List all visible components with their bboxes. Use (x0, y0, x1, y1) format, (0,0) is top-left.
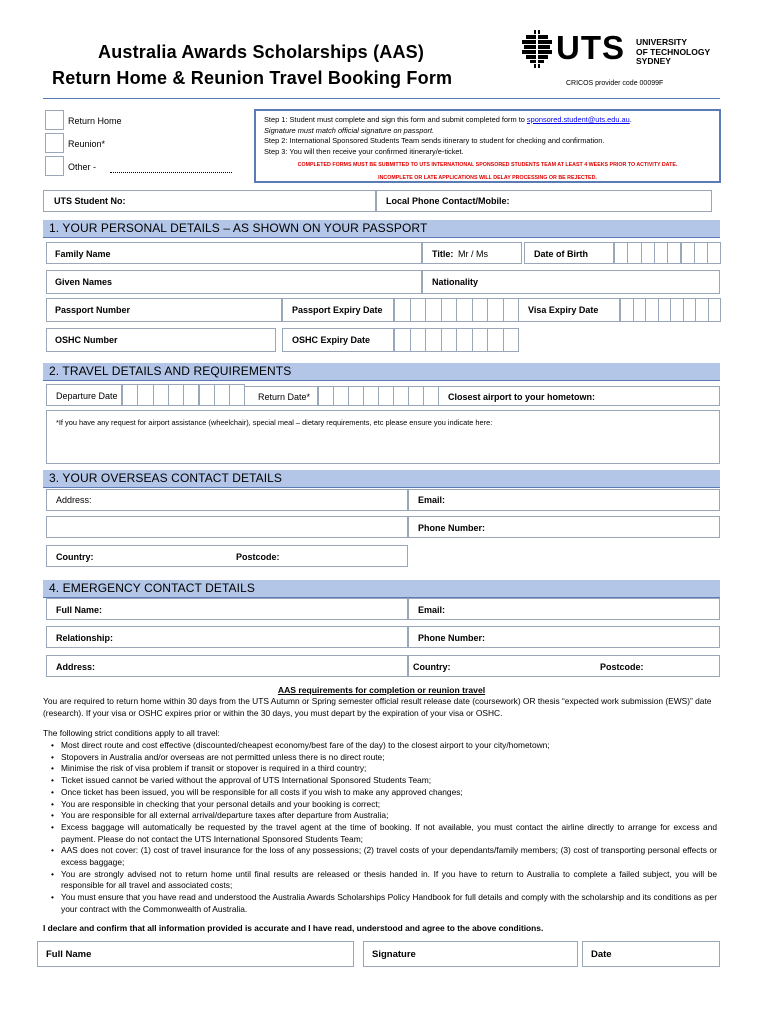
condition-item: • You are strongly advised not to return home until final results are released or thesis handed in. If you have to return to Australia to complete a failed subject, you will be responsible for all travel and associated costs; (61, 869, 717, 892)
condition-item: • You are responsible in checking that your personal details and your booking is correct; (61, 799, 717, 811)
other-input-line[interactable] (110, 172, 232, 173)
signature-note: Signature must match official signature on passport. (264, 125, 435, 135)
family-name-label: Family Name (55, 249, 111, 259)
given-names-label: Given Names (55, 277, 113, 287)
section2-rule (43, 380, 720, 381)
step3-text: Step 3: You will then receive your confirmed itinerary/e-ticket. (264, 146, 464, 156)
emergency-email-label: Email: (418, 605, 446, 615)
passport-expiry-digit[interactable] (456, 298, 473, 322)
overseas-address-field[interactable] (46, 489, 408, 511)
uts-crest-icon (522, 30, 552, 68)
overseas-phone-label: Phone Number: (418, 523, 486, 533)
section2-heading: 2. TRAVEL DETAILS AND REQUIREMENTS (43, 363, 720, 380)
return-digit[interactable] (333, 386, 349, 406)
declaration: I declare and confirm that all information provided is accurate and I have read, understood and agree to the above conditions. (43, 923, 544, 933)
oshc-number-label: OSHC Number (55, 335, 118, 345)
conditions-intro: The following strict conditions apply to all travel: (43, 728, 220, 738)
condition-item: • AAS does not cover: (1) cost of travel insurance for the loss of any possessions; (2) travel costs of your dependants/family members; (3) cost of transporting personal effects or excess baggage; (61, 845, 717, 868)
passport-expiry-digit[interactable] (472, 298, 489, 322)
nationality-label: Nationality (432, 277, 479, 287)
return-label: Return Date* (258, 392, 311, 402)
requirements-intro: You are required to return home within 30 days from the UTS Autumn or Spring semester official result release date (coursework) OR thesis “expected work submission (EWS)” date (research). If your visa or OSHC expires prior or within the 30 days, you must depart by the expiration of your visa or OSHC. (43, 696, 712, 718)
dob-digit[interactable] (627, 242, 641, 264)
oshc-expiry-digit[interactable] (394, 328, 411, 352)
emergency-email-field[interactable] (408, 598, 720, 620)
section1-heading: 1. YOUR PERSONAL DETAILS – AS SHOWN ON YOUR PASSPORT (43, 220, 720, 237)
emergency-relationship-label: Relationship: (56, 633, 114, 643)
late-warning: INCOMPLETE OR LATE APPLICATIONS WILL DELAY PROCESSING OR BE REJECTED. (378, 174, 597, 181)
departure-digit[interactable] (199, 384, 215, 406)
overseas-address-label: Address: (56, 495, 92, 505)
emergency-phone-label: Phone Number: (418, 633, 486, 643)
emergency-address-label: Address: (56, 662, 96, 672)
conditions-list (43, 740, 717, 916)
cricos-code: CRICOS provider code 00099F (566, 80, 664, 87)
return-home-checkbox[interactable] (45, 110, 64, 130)
overseas-email-label: Email: (418, 495, 446, 505)
departure-label: Departure Date (56, 391, 118, 401)
sponsored-email-link[interactable]: sponsored.student@uts.edu.au (526, 115, 630, 124)
return-digit[interactable] (363, 386, 379, 406)
local-phone-label: Local Phone Contact/Mobile: (386, 196, 510, 206)
return-digit[interactable] (348, 386, 364, 406)
other-checkbox[interactable] (45, 156, 64, 176)
oshc-expiry-digit[interactable] (456, 328, 473, 352)
visa-expiry-label: Visa Expiry Date (528, 305, 599, 315)
passport-expiry-digit[interactable] (410, 298, 427, 322)
passport-expiry-digit[interactable] (441, 298, 458, 322)
departure-digit[interactable] (168, 384, 184, 406)
signoff-date-label: Date (591, 949, 612, 960)
condition-item: • Most direct route and cost effective (discounted/cheapest economy/best fare of the day) to the closest airport to your city/hometown; (61, 740, 717, 752)
dob-digit[interactable] (641, 242, 655, 264)
return-digit[interactable] (408, 386, 424, 406)
logo-of-technology: OF TECHNOLOGY (636, 46, 711, 57)
dob-digit[interactable] (654, 242, 668, 264)
return-home-label: Return Home (68, 116, 122, 126)
emergency-country-field[interactable] (408, 655, 720, 677)
dob-digit[interactable] (707, 242, 721, 264)
student-no-label: UTS Student No: (54, 196, 126, 206)
passport-expiry-digit[interactable] (487, 298, 504, 322)
reunion-label: Reunion* (68, 139, 106, 149)
return-digit[interactable] (378, 386, 394, 406)
return-digit[interactable] (318, 386, 334, 406)
departure-digit[interactable] (122, 384, 138, 406)
other-label: Other - (68, 162, 97, 172)
condition-item: • Ticket issued cannot be varied without the approval of UTS International Sponsored Students Team; (61, 775, 717, 787)
condition-item: • You are responsible for all external arrival/departure taxes after departure from Australia; (61, 810, 717, 822)
emergency-country-label: Country: (413, 662, 451, 672)
departure-digit[interactable] (183, 384, 199, 406)
passport-expiry-digit[interactable] (394, 298, 411, 322)
deadline-warning: COMPLETED FORMS MUST BE SUBMITTED TO UTS INTERNATIONAL SPONSORED STUDENTS TEAM AT LEAST 4 WEEKS PRIOR TO ACTIVITY DATE. (297, 162, 678, 168)
section3-rule (43, 487, 720, 488)
steps-box (254, 109, 721, 183)
title-options: Mr / Ms (458, 249, 488, 259)
condition-item: • Excess baggage will automatically be requested by the travel agent at the time of booking. If not available, you must contact the airline directly to arrange for excess and payment. Please do not contact the UTS International Sponsored Students Team; (61, 822, 717, 845)
signoff-name-label: Full Name (46, 949, 92, 960)
emergency-postcode-label: Postcode: (600, 662, 644, 672)
visa-expiry-digit[interactable] (645, 298, 659, 322)
passport-number-label: Passport Number (55, 305, 131, 315)
oshc-expiry-digit[interactable] (472, 328, 489, 352)
oshc-expiry-digit[interactable] (425, 328, 442, 352)
step1-text: Step 1: Student must complete and sign this form and submit completed form to (264, 115, 527, 124)
oshc-expiry-digit[interactable] (503, 328, 520, 352)
airport-label: Closest airport to your hometown: (448, 392, 596, 402)
form-title-line1: Australia Awards Scholarships (AAS) (98, 42, 425, 62)
signature-label: Signature (372, 949, 416, 960)
dob-digit[interactable] (667, 242, 681, 264)
visa-expiry-digit[interactable] (670, 298, 684, 322)
visa-expiry-digit[interactable] (708, 298, 722, 322)
oshc-expiry-digit[interactable] (410, 328, 427, 352)
emergency-name-label: Full Name: (56, 605, 103, 615)
section4-heading: 4. EMERGENCY CONTACT DETAILS (43, 580, 720, 597)
step1-suffix: . (629, 115, 632, 124)
departure-digit[interactable] (229, 384, 245, 406)
passport-expiry-label: Passport Expiry Date (292, 305, 383, 315)
condition-item: • Minimise the risk of visa problem if transit or stopover is required in a third country; (61, 763, 717, 775)
condition-item: • Stopovers in Australia and/or overseas are not permitted unless there is no direct route; (61, 752, 717, 764)
return-digit[interactable] (423, 386, 439, 406)
return-digit[interactable] (393, 386, 409, 406)
dob-digit[interactable] (614, 242, 628, 264)
uts-logo (522, 28, 722, 72)
visa-expiry-digit[interactable] (683, 298, 697, 322)
header-divider (43, 98, 720, 99)
title-label: Title: (432, 249, 454, 259)
form-title-line2: Return Home & Reunion Travel Booking Form (52, 68, 453, 88)
visa-expiry-digit[interactable] (695, 298, 709, 322)
departure-digit[interactable] (153, 384, 169, 406)
condition-item: • Once ticket has been issued, you will be responsible for all costs if you wish to make any approved changes; (61, 787, 717, 799)
uts-logo-text: UTS (556, 29, 625, 66)
visa-expiry-digit[interactable] (620, 298, 634, 322)
departure-digit[interactable] (214, 384, 230, 406)
logo-university: UNIVERSITY (636, 37, 688, 47)
requirements-heading: AAS requirements for completion or reunion travel (277, 685, 486, 695)
dob-digit[interactable] (681, 242, 695, 264)
overseas-postcode-label: Postcode: (236, 552, 280, 562)
assistance-note: *If you have any request for airport assistance (wheelchair), special meal – dietary requirements, etc please ensure you indicate here: (56, 418, 493, 427)
overseas-address-line2[interactable] (46, 516, 408, 538)
emergency-address-field[interactable] (46, 655, 408, 677)
visa-expiry-digit[interactable] (658, 298, 672, 322)
condition-item: • You must ensure that you have read and understood the Australia Awards Scholarships Policy Handbook for full details and comply with the scholarship and its conditions as per your contract with the Commonwealth of Australia. (61, 892, 717, 915)
overseas-email-field[interactable] (408, 489, 720, 511)
visa-expiry-digit[interactable] (633, 298, 647, 322)
logo-sydney: SYDNEY (636, 56, 671, 66)
dob-digit[interactable] (694, 242, 708, 264)
oshc-expiry-label: OSHC Expiry Date (292, 335, 371, 345)
oshc-expiry-digit[interactable] (487, 328, 504, 352)
dob-label: Date of Birth (534, 249, 588, 259)
step2-text: Step 2: International Sponsored Students Team sends itinerary to student for checking and confirmation. (264, 136, 605, 145)
section1-rule (43, 237, 720, 238)
oshc-expiry-digit[interactable] (441, 328, 458, 352)
reunion-checkbox[interactable] (45, 133, 64, 153)
section3-heading: 3. YOUR OVERSEAS CONTACT DETAILS (43, 470, 720, 487)
passport-expiry-digit[interactable] (503, 298, 520, 322)
overseas-country-field[interactable] (46, 545, 408, 567)
overseas-country-label: Country: (56, 552, 94, 562)
passport-expiry-digit[interactable] (425, 298, 442, 322)
departure-digit[interactable] (137, 384, 153, 406)
